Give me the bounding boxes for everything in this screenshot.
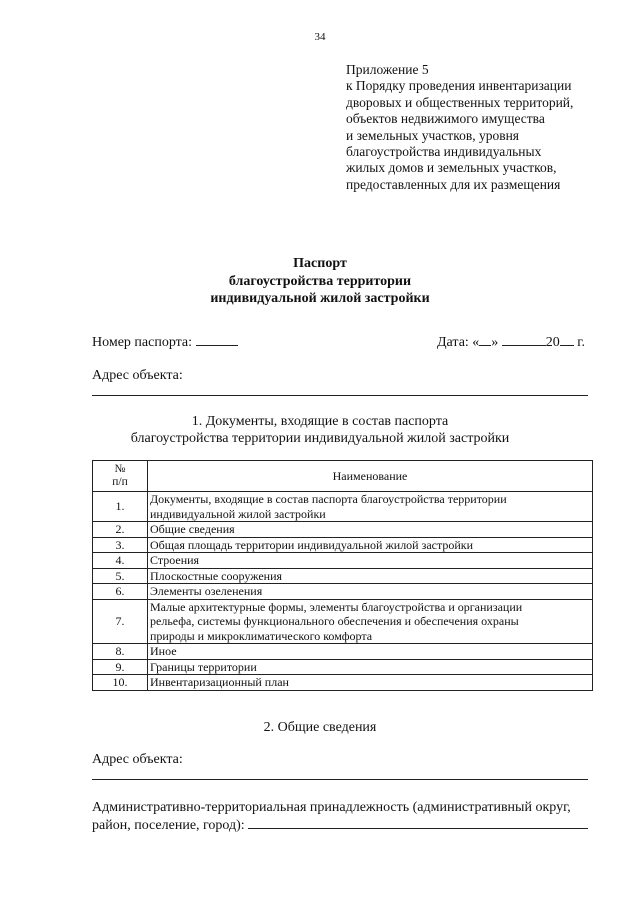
section2-title: 2. Общие сведения: [263, 720, 377, 735]
appendix-line: и земельных участков, уровня: [346, 127, 520, 143]
address-label: Адрес объекта:: [92, 368, 183, 383]
table-row: [93, 584, 593, 600]
date-day-field[interactable]: [479, 333, 491, 346]
date-month-field[interactable]: [502, 333, 546, 346]
table-header-row: [93, 461, 593, 492]
row-number: 1.: [93, 492, 148, 522]
appendix-line: благоустройства индивидуальных: [346, 144, 542, 160]
table-row: [93, 537, 593, 553]
row-number: 5.: [93, 568, 148, 584]
row-number: 4.: [93, 553, 148, 569]
table-row: [93, 568, 593, 584]
date-quote-close: »: [491, 335, 499, 350]
passport-date-row: [437, 333, 585, 351]
column-header-number-line2: п/п: [112, 476, 128, 488]
row-name: Общая площадь территории индивидуальной жилой застройки: [148, 537, 593, 553]
row-number: 6.: [93, 584, 148, 600]
documents-table: [92, 460, 593, 691]
section1-title: [0, 414, 640, 447]
row-name: Инвентаризационный план: [148, 675, 593, 691]
passport-number-field[interactable]: [196, 333, 238, 346]
row-name: Иное: [148, 644, 593, 660]
admin-affiliation-line1: Административно-территориальная принадлежность (административный округ,: [92, 800, 571, 815]
row-number: 10.: [93, 675, 148, 691]
row-name: Элементы озеленения: [148, 584, 593, 600]
table-row: [93, 675, 593, 691]
date-year-field[interactable]: [560, 333, 574, 346]
appendix-block: [346, 62, 573, 193]
row-name: [148, 599, 593, 644]
appendix-line: жилых домов и земельных участков,: [346, 160, 557, 176]
row-name-line: индивидуальной жилой застройки: [150, 506, 326, 521]
table-row: [93, 522, 593, 538]
row-name-line: рельефа, системы функционального обеспечения и обеспечения охраны: [150, 614, 519, 628]
appendix-line: предоставленных для их размещения: [346, 176, 561, 192]
admin-affiliation-line2: район, поселение, город):: [92, 818, 245, 833]
row-number: 2.: [93, 522, 148, 538]
column-header-number-line1: №: [114, 463, 126, 475]
date-year-suffix: г.: [577, 335, 585, 350]
date-year-prefix: 20: [545, 335, 560, 350]
passport-number-label: Номер паспорта:: [92, 335, 193, 350]
row-name-line: Малые архитектурные формы, элементы благоустройства и организации: [150, 599, 523, 614]
date-label: Дата: «: [437, 335, 480, 350]
page-number: 34: [314, 31, 326, 43]
row-number: 9.: [93, 659, 148, 675]
row-name: Общие сведения: [148, 522, 593, 538]
row-name-line: Документы, входящие в состав паспорта благоустройства территории: [150, 492, 507, 506]
appendix-line: объектов недвижимого имущества: [346, 111, 545, 127]
row-name: Строения: [148, 553, 593, 569]
table-row: [93, 659, 593, 675]
table-row: [93, 553, 593, 569]
title-line: индивидуальной жилой застройки: [210, 291, 430, 306]
row-number: 8.: [93, 644, 148, 660]
section1-title-line: 1. Документы, входящие в состав паспорта: [191, 414, 449, 429]
row-name-line: природы и микроклиматического комфорта: [150, 628, 373, 643]
document-title: [0, 255, 640, 308]
section2-address-field-line[interactable]: [92, 779, 588, 780]
appendix-line: дворовых и общественных территорий,: [346, 94, 574, 110]
appendix-line: к Порядку проведения инвентаризации: [346, 78, 572, 94]
row-number: 7.: [93, 599, 148, 644]
passport-number-row: [92, 333, 238, 351]
admin-affiliation-row: [92, 816, 588, 834]
row-name: Границы территории: [148, 659, 593, 675]
address-field-line[interactable]: [92, 395, 588, 396]
table-row: [93, 492, 593, 522]
column-header-name: Наименование: [148, 461, 593, 492]
section1-title-line: благоустройства территории индивидуальной жилой застройки: [130, 430, 510, 446]
row-name: [148, 492, 593, 522]
row-number: 3.: [93, 537, 148, 553]
section2-address-label: Адрес объекта:: [92, 752, 183, 767]
table-row: [93, 644, 593, 660]
table-row: [93, 599, 593, 644]
title-line: благоустройства территории: [228, 273, 412, 289]
admin-affiliation-field[interactable]: [248, 816, 588, 829]
row-name: Плоскостные сооружения: [148, 568, 593, 584]
title-line: Паспорт: [293, 256, 347, 271]
column-header-number: [93, 461, 148, 492]
appendix-line: Приложение 5: [346, 62, 429, 77]
